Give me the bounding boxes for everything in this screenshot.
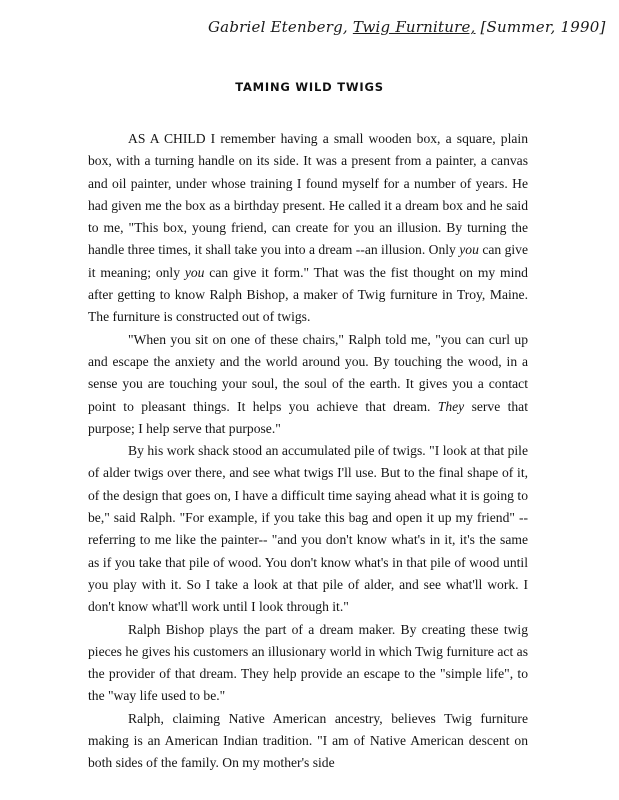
- paragraph-4: Ralph Bishop plays the part of a dream maker. By creating these twig pieces he gives his customers an illusionary world in which Twig furniture act as the provider of that dream. They help provide an escape to the "simple life", to the "way life used to be.": [88, 621, 528, 704]
- paragraph-5: Ralph, claiming Native American ancestry, believes Twig furniture making is an American Indian tradition. "I am of Native American descent on both sides of the family. On my mother's side: [88, 710, 528, 771]
- paragraph-3: By his work shack stood an accumulated pile of twigs. "I look at that pile of alder twigs over there, and see what twigs I'll use. But to the final shape of it, of the design that goes on, I have a difficult time saying ahead what it is going to be," said Ralph. "For example, if you take this bag and open it up my friend" --referring to me like the painter-- "and you don't know what's in it, it's the same as if you take that pile of wood. You don't know what's in that pile of wood until you play with it. So I take a look at that pile of alder, and see what'll work. I don't know what'll work until I look through it.": [88, 443, 528, 615]
- emphasis-text: you: [459, 242, 479, 258]
- paragraph-text: "When you sit on one of these chairs," Ralph told me, "you can curl up and escape the anxiety and the world around you. By touching the wood, in a sense you are touching your soul, the soul of the earth. It gives you a contact point to pleasant things. It helps you achieve that dream.: [88, 331, 528, 414]
- emphasis-text: you: [184, 264, 205, 280]
- citation-source-title: Twig Furniture,: [352, 18, 476, 36]
- paragraph-1: [88, 128, 528, 329]
- citation-date: [Summer, 1990]: [480, 18, 606, 36]
- paragraph-text: AS A CHILD I remember having a small wooden box, a square, plain box, with a turning handle on its side. It was a present from a painter, a canvas and oil painter, under whose training I found myself for a number of years. He had given me the box as a birthday present. He called it a dream box and he said to me, "This box, young friend, can create for you an illusion. By turning the handle three times, it shall take you into a dream --an illusion. Only: [88, 131, 528, 258]
- emphasis-text: They: [437, 398, 465, 414]
- paragraph-text: can give it form." That was the fist thought on my mind after getting to know Ralph Bishop, a maker of Twig furniture in Troy, Maine. The furniture is constructed out of twigs.: [88, 264, 528, 325]
- page-title: TAMING WILD TWIGS: [235, 80, 384, 94]
- paragraph-text: serve that purpose; I help serve that purpose.": [88, 398, 528, 436]
- handwritten-citation: [208, 18, 606, 36]
- citation-author: Gabriel Etenberg,: [208, 18, 348, 36]
- article-body: [88, 128, 528, 775]
- paragraph-text: can give it meaning; only: [88, 242, 528, 280]
- paragraph-2: [88, 329, 528, 440]
